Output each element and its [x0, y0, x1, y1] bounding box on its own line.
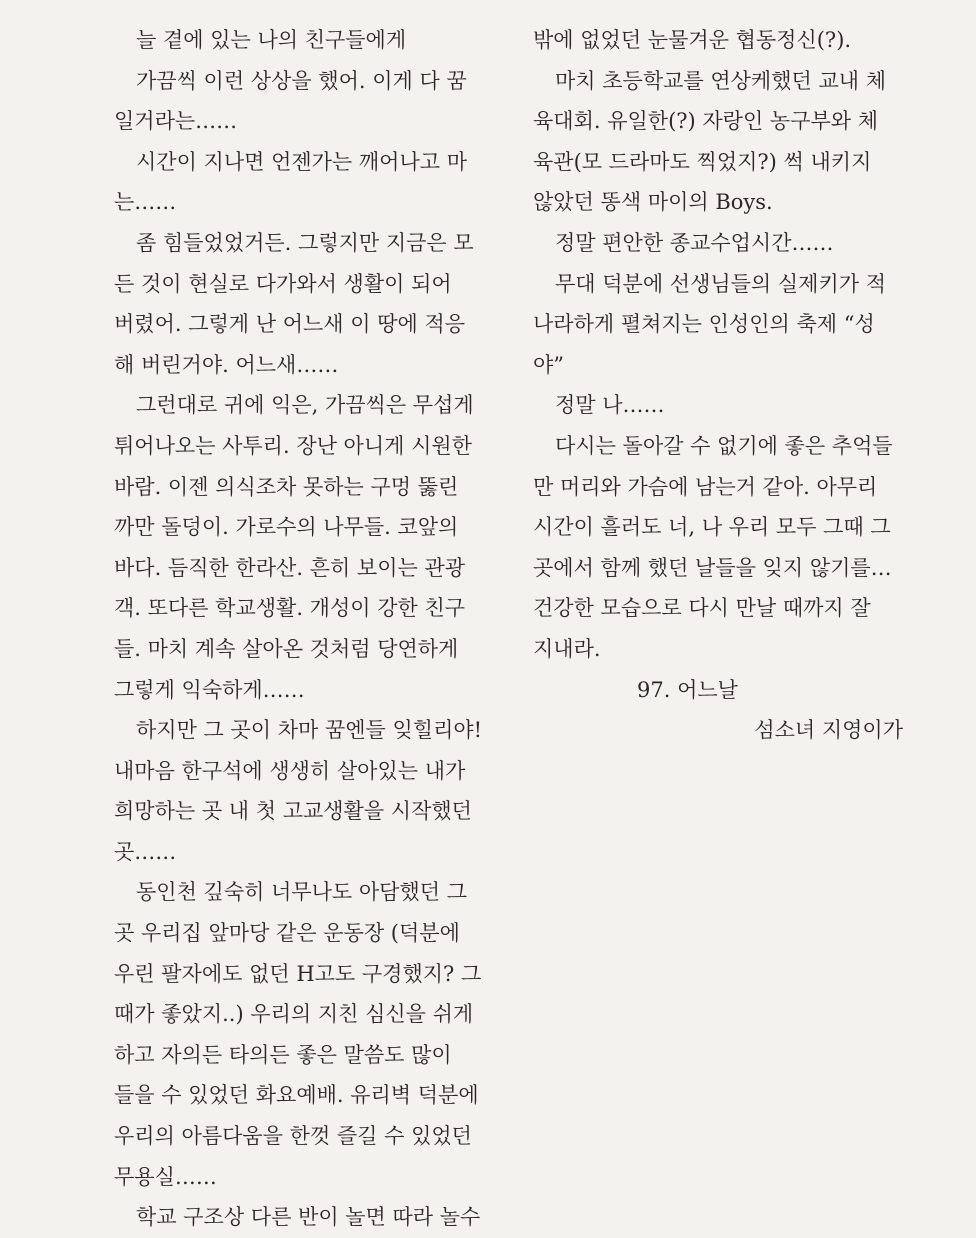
- text-line: 희망하는 곳 내 첫 고교생활을 시작했던: [114, 799, 472, 824]
- text-line: 든 것이 현실로 다가와서 생활이 되어: [114, 271, 452, 296]
- text-line: 때가 좋았지..) 우리의 지친 심신을 쉬게: [114, 1002, 474, 1027]
- text-line: 마치 초등학교를 연상케했던 교내 체: [555, 68, 886, 93]
- text-line: 다시는 돌아갈 수 없기에 좋은 추억들: [555, 433, 893, 458]
- text-line: 바람. 이젠 의식조차 못하는 구멍 뚫린: [114, 474, 459, 499]
- text-line: 곳에서 함께 했던 날들을 잊지 않기를…: [533, 555, 892, 580]
- text-line: 그렇게 익숙하게……: [114, 677, 305, 702]
- signoff: [533, 670, 907, 751]
- text-line: 곳 우리집 앞마당 같은 운동장 (덕분에: [114, 921, 460, 946]
- text-line: 늘 곁에 있는 나의 친구들에게: [136, 28, 407, 52]
- text-line: 까만 돌덩이. 가로수의 나무들. 코앞의: [114, 515, 459, 540]
- text-line: 바다. 듬직한 한라산. 흔히 보이는 관광: [114, 555, 466, 580]
- text-line: 무용실……: [114, 1164, 217, 1189]
- left-column: [114, 20, 490, 1238]
- right-column: [533, 20, 907, 751]
- text-line: 시간이 흘러도 너, 나 우리 모두 그때 그: [533, 515, 891, 540]
- text-line: 그런대로 귀에 익은, 가끔씩은 무섭게: [136, 393, 474, 418]
- text-line: 무대 덕분에 선생님들의 실제키가 적: [555, 271, 886, 296]
- text-line: 가끔씩 이런 상상을 했어. 이게 다 꿈: [136, 68, 467, 93]
- text-line: 밖에 없었던 눈물겨운 협동정신(?).: [533, 28, 852, 52]
- text-line: 정말 나……: [555, 393, 665, 418]
- text-line: 곳……: [114, 839, 177, 864]
- text-line: 않았던 똥색 마이의 Boys.: [533, 190, 773, 215]
- text-line: 동인천 깊숙히 너무나도 아담했던 그: [136, 880, 467, 905]
- text-line: 학교 구조상 다른 반이 놀면 따라 놀수: [136, 1205, 481, 1230]
- text-line: 들. 마치 계속 살아온 것처럼 당연하게: [114, 636, 459, 661]
- text-line: 나라하게 펼쳐지는 인성인의 축제 “성: [533, 312, 875, 337]
- text-line: 버렸어. 그렇게 난 어느새 이 땅에 적응: [114, 312, 466, 337]
- text-line: 육대회. 유일한(?) 자랑인 농구부와 체: [533, 109, 879, 134]
- text-line: 하고 자의든 타의든 좋은 말씀도 많이: [114, 1042, 452, 1067]
- text-line: 정말 편안한 종교수업시간……: [555, 230, 834, 255]
- text-line: 야”: [533, 352, 565, 377]
- text-line: 좀 힘들었었거든. 그렇지만 지금은 모: [136, 230, 474, 255]
- letter-date: 97. 어느날: [637, 677, 738, 702]
- text-line: 일거라는……: [114, 109, 238, 134]
- text-line: 건강한 모습으로 다시 만날 때까지 잘: [533, 596, 871, 621]
- text-line: 우리의 아름다움을 한껏 즐길 수 있었던: [114, 1124, 472, 1149]
- text-line: 지내라.: [533, 636, 601, 661]
- text-line: 는……: [114, 190, 177, 215]
- text-line: 객. 또다른 학교생활. 개성이 강한 친구: [114, 596, 466, 621]
- text-line: 들을 수 있었던 화요예배. 유리벽 덕분에: [114, 1083, 479, 1108]
- text-line: 하지만 그 곳이 차마 꿈엔들 잊힐리야!: [136, 718, 483, 743]
- text-line: 내마음 한구석에 생생히 살아있는 내가: [114, 758, 466, 783]
- text-line: 튀어나오는 사투리. 장난 아니게 시원한: [114, 433, 472, 458]
- text-line: 만 머리와 가슴에 남는거 같아. 아무리: [533, 474, 878, 499]
- text-line: 우린 팔자에도 없던 H고도 구경했지? 그: [114, 961, 482, 986]
- text-line: 시간이 지나면 언젠가는 깨어나고 마: [136, 149, 467, 174]
- text-line: 해 버린거야. 어느새……: [114, 352, 339, 377]
- text-line: 육관(모 드라마도 찍었지?) 썩 내키지: [533, 149, 872, 174]
- right-column-body: [533, 20, 907, 670]
- letter-signature: 섬소녀 지영이가: [754, 718, 903, 743]
